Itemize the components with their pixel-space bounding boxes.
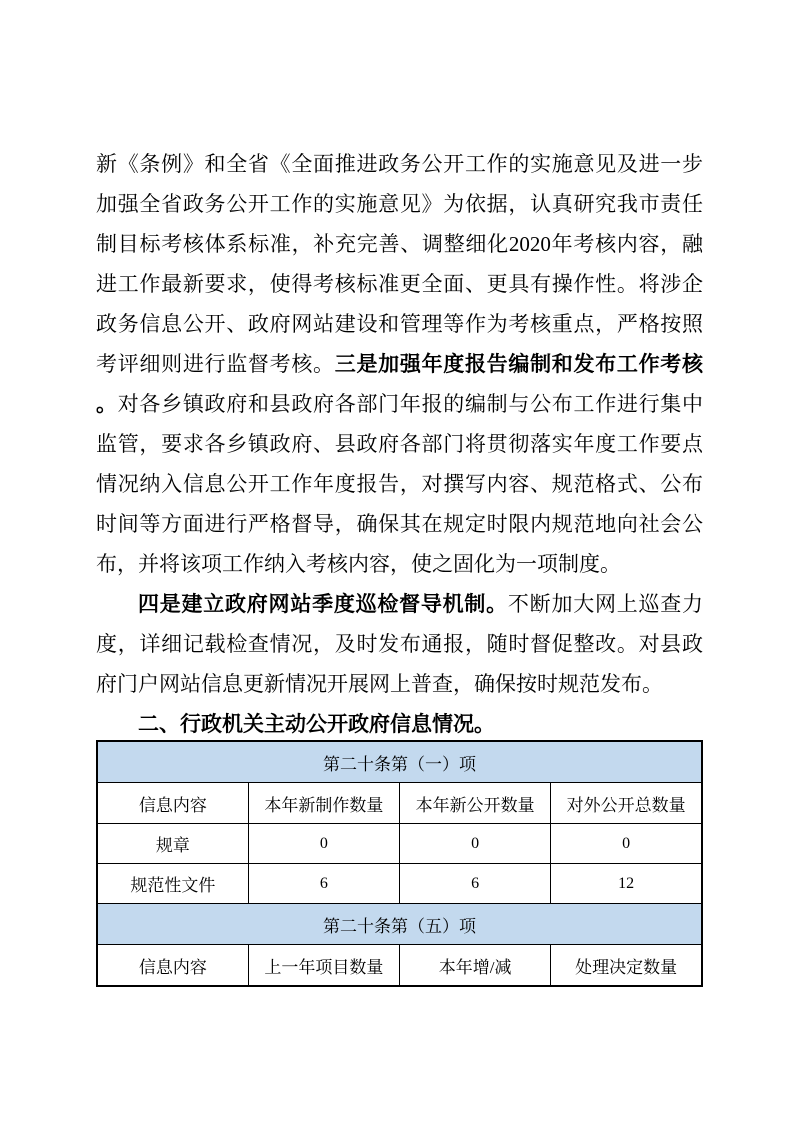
body-line-8 (96, 424, 703, 464)
table-header-cell: 本年新公开数量 (400, 783, 551, 824)
table-section1-header-row (97, 783, 702, 824)
body-line-11 (96, 544, 703, 584)
table-cell-value: 6 (400, 864, 551, 904)
info-disclosure-table (96, 740, 703, 987)
table-row-label: 规章 (97, 824, 248, 864)
section-heading (96, 704, 703, 744)
body-line-13 (96, 624, 703, 664)
table-cell-value: 0 (248, 824, 399, 864)
text-segment: 进工作最新要求，使得考核标准更全面、更具有操作性。将涉企 (96, 272, 703, 296)
body-line-7 (96, 384, 703, 424)
body-line-1 (96, 144, 703, 184)
text-segment: 考评细则进行监督考核。 (96, 352, 335, 376)
body-line-6 (96, 344, 703, 384)
table-section1-title-row (97, 741, 702, 783)
section-heading-text: 二、行政机关主动公开政府信息情况。 (138, 712, 495, 736)
text-segment: 制目标考核体系标准，补充完善、调整细化2020年考核内容，融 (96, 232, 703, 256)
body-line-3 (96, 224, 703, 264)
text-segment: 加强全省政务公开工作的实施意见》为依据，认真研究我市责任 (96, 192, 703, 216)
body-line-10 (96, 504, 703, 544)
table-section-title: 第二十条第（一）项 (97, 741, 702, 783)
table-header-cell: 本年新制作数量 (248, 783, 399, 824)
text-segment: 布，并将该项工作纳入考核内容，使之固化为一项制度。 (96, 552, 621, 576)
table-row-normative-documents (97, 864, 702, 904)
table-header-cell: 上一年项目数量 (248, 945, 399, 987)
table-section2-header-row (97, 945, 702, 987)
text-segment: 度，详细记载检查情况，及时发布通报，随时督促整改。对县政 (96, 632, 703, 656)
body-line-12 (96, 584, 703, 624)
table-header-cell: 信息内容 (97, 783, 248, 824)
table-row-label: 规范性文件 (97, 864, 248, 904)
text-segment: 政务信息公开、政府网站建设和管理等作为考核重点，严格按照 (96, 312, 703, 336)
bold-heading-segment: 三是加强年度报告编制和发布工作考核 (334, 352, 704, 376)
table-row-regulations (97, 824, 702, 864)
text-segment: 对各乡镇政府和县政府各部门年报的编制与公布工作进行集中 (117, 392, 704, 416)
text-segment: 不断加大网上巡查力 (507, 592, 704, 616)
table-header-cell: 处理决定数量 (551, 945, 702, 987)
table-cell-value: 12 (551, 864, 702, 904)
body-line-4 (96, 264, 703, 304)
table-header-cell: 本年增/减 (400, 945, 551, 987)
table-cell-value: 0 (400, 824, 551, 864)
body-line-14 (96, 664, 703, 704)
text-segment: 监管，要求各乡镇政府、县政府各部门将贯彻落实年度工作要点 (96, 432, 703, 456)
bold-heading-segment: 。 (96, 392, 118, 416)
text-segment: 时间等方面进行严格督导，确保其在规定时限内规范地向社会公 (96, 512, 703, 536)
text-segment: 新《条例》和全省《全面推进政务公开工作的实施意见及进一步 (96, 152, 703, 176)
table-section2-title-row (97, 904, 702, 945)
table-header-cell: 对外公开总数量 (551, 783, 702, 824)
table-section-title: 第二十条第（五）项 (97, 904, 702, 945)
body-line-5 (96, 304, 703, 344)
body-line-9 (96, 464, 703, 504)
document-body (96, 144, 703, 744)
text-segment: 情况纳入信息公开工作年度报告，对撰写内容、规范格式、公布 (96, 472, 703, 496)
body-line-2 (96, 184, 703, 224)
text-segment: 府门户网站信息更新情况开展网上普查，确保按时规范发布。 (96, 672, 663, 696)
bold-heading-segment: 四是建立政府网站季度巡检督导机制。 (138, 592, 508, 616)
table-cell-value: 6 (248, 864, 399, 904)
table-header-cell: 信息内容 (97, 945, 248, 987)
table-cell-value: 0 (551, 824, 702, 864)
